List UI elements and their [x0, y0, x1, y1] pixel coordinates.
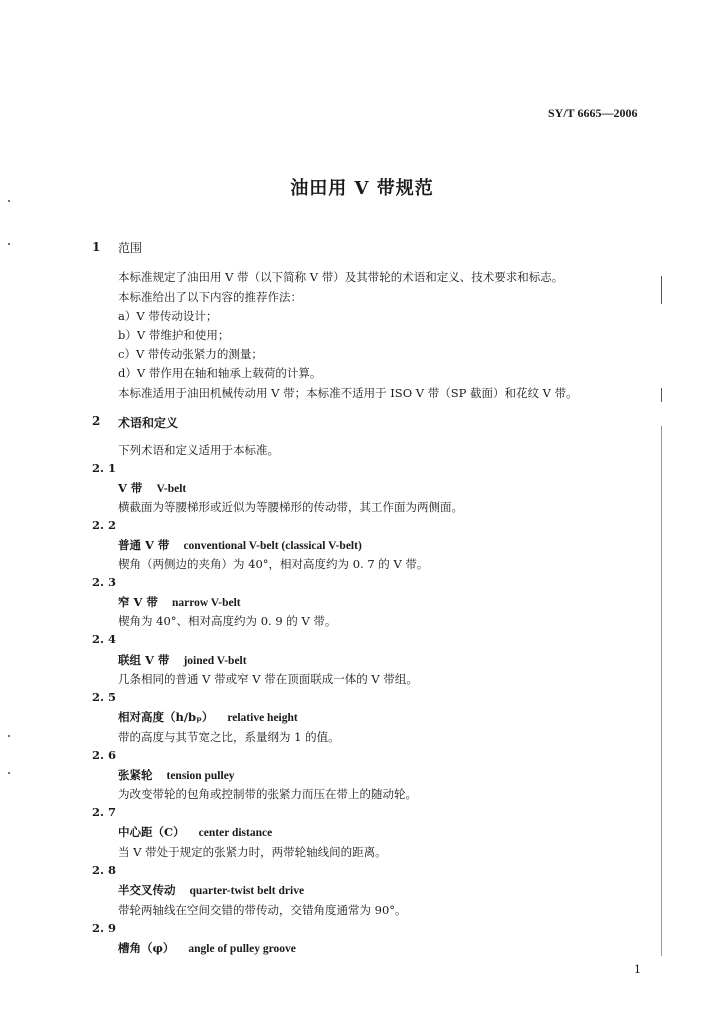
- term-heading: [118, 882, 304, 898]
- section-1-line: 本标准适用于油田机械传动用 V 带；本标准不适用于 ISO V 带（SP 截面）和花纹 V 带。: [118, 386, 578, 400]
- document-title: 油田用 V 带规范: [290, 178, 434, 199]
- margin-revision-bar: [661, 426, 662, 956]
- term-number: 2. 3: [92, 575, 117, 589]
- term-definition: 几条相同的普通 V 带或窄 V 带在顶面联成一体的 V 带组。: [118, 672, 418, 686]
- term-heading: [118, 767, 235, 783]
- scan-speck: [8, 735, 10, 737]
- standard-number: SY/T 6665—2006: [548, 106, 638, 120]
- term-zh: 张紧轮: [118, 768, 153, 782]
- section-1-title: 范围: [118, 241, 143, 255]
- page-number: 1: [634, 963, 641, 976]
- term-number: 2. 7: [92, 805, 117, 819]
- term-heading: [118, 709, 298, 725]
- term-en: V-belt: [156, 483, 187, 495]
- term-heading: [118, 537, 362, 553]
- term-zh: 半交叉传动: [118, 883, 176, 897]
- term-zh: 联组 V 带: [118, 653, 170, 667]
- term-zh: 中心距（C）: [118, 825, 185, 839]
- term-definition: 横截面为等腰梯形或近似为等腰梯形的传动带，其工作面为两侧面。: [118, 500, 463, 514]
- term-number: 2. 9: [92, 921, 117, 935]
- margin-revision-bar: [661, 388, 662, 402]
- term-number: 2. 5: [92, 690, 117, 704]
- term-number: 2. 1: [92, 461, 117, 475]
- term-definition: 为改变带轮的包角或控制带的张紧力而压在带上的随动轮。: [118, 787, 417, 801]
- term-heading: [118, 480, 186, 496]
- term-heading: [118, 940, 296, 956]
- term-definition: 带的高度与其节宽之比，系量纲为 1 的值。: [118, 730, 340, 744]
- section-2-title: 术语和定义: [118, 416, 179, 430]
- section-1-line: 本标准规定了油田用 V 带（以下简称 V 带）及其带轮的术语和定义、技术要求和标志。: [118, 270, 564, 284]
- term-en: relative height: [227, 712, 298, 724]
- term-en: joined V-belt: [183, 655, 247, 667]
- margin-revision-bar: [661, 276, 662, 304]
- term-en: quarter-twist belt drive: [189, 885, 305, 897]
- term-definition: 当 V 带处于规定的张紧力时，两带轮轴线间的距离。: [118, 845, 387, 859]
- section-1-line: 本标准给出了以下内容的推荐作法：: [118, 290, 302, 304]
- term-zh: 窄 V 带: [118, 595, 158, 609]
- scan-speck: [8, 243, 10, 245]
- term-number: 2. 8: [92, 863, 117, 877]
- term-number: 2. 4: [92, 632, 117, 646]
- term-zh: V 带: [118, 481, 143, 495]
- term-en: narrow V-belt: [171, 597, 241, 609]
- term-zh: 相对高度（h/bₚ）: [118, 710, 214, 724]
- section-1-line: a）V 带传动设计；: [118, 309, 218, 323]
- term-heading: [118, 824, 272, 840]
- scan-speck: [8, 772, 10, 774]
- scan-speck: [8, 200, 10, 202]
- term-heading: [118, 652, 247, 668]
- term-en: conventional V-belt (classical V-belt): [183, 540, 362, 552]
- term-definition: 楔角为 40°、相对高度约为 0. 9 的 V 带。: [118, 614, 337, 628]
- term-en: tension pulley: [166, 770, 235, 782]
- section-2-intro: 下列术语和定义适用于本标准。: [118, 443, 279, 457]
- term-number: 2. 2: [92, 518, 117, 532]
- term-en: center distance: [198, 827, 273, 839]
- term-definition: 带轮两轴线在空间交错的带传动，交错角度通常为 90°。: [118, 903, 407, 917]
- term-zh: 普通 V 带: [118, 538, 170, 552]
- term-heading: [118, 594, 241, 610]
- section-1-line: c）V 带传动张紧力的测量；: [118, 347, 263, 361]
- section-2-number: 2: [92, 414, 101, 428]
- term-en: angle of pulley groove: [188, 943, 296, 955]
- term-number: 2. 6: [92, 748, 117, 762]
- term-definition: 楔角（两侧边的夹角）为 40°，相对高度约为 0. 7 的 V 带。: [118, 557, 429, 571]
- term-zh: 槽角（φ）: [118, 941, 175, 955]
- section-1-line: b）V 带维护和使用；: [118, 328, 230, 342]
- section-1-number: 1: [92, 240, 101, 254]
- section-1-line: d）V 带作用在轴和轴承上载荷的计算。: [118, 366, 322, 380]
